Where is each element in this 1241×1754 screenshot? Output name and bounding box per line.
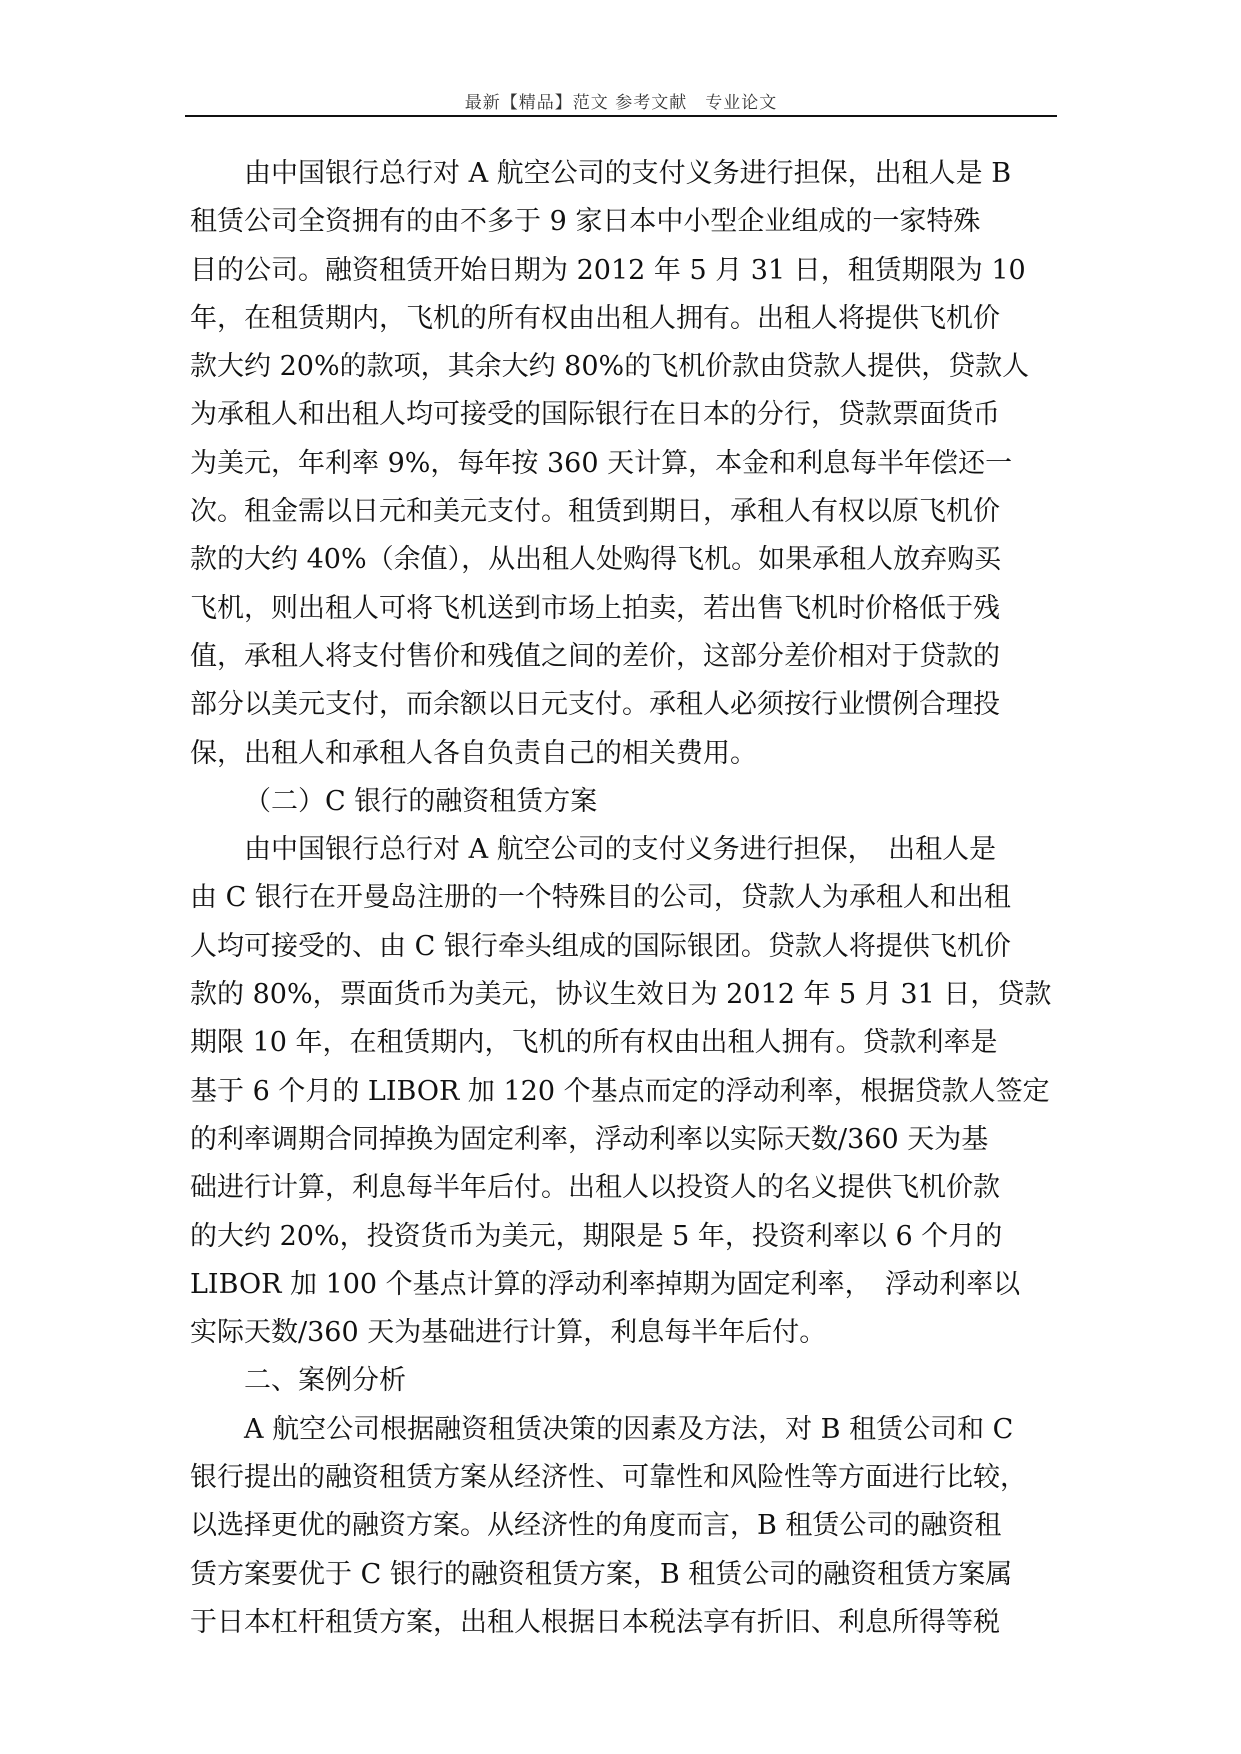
- text-line: 保，出租人和承租人各自负责自己的相关费用。: [190, 737, 757, 769]
- text-line: 础进行计算，利息每半年后付。出租人以投资人的名义提供飞机价款: [190, 1172, 1000, 1204]
- text-line: 赁方案要优于 C 银行的融资租赁方案，B 租赁公司的融资租赁方案属: [190, 1558, 1013, 1590]
- section-heading: （二）C 银行的融资租赁方案: [244, 785, 598, 817]
- text-line: 次。租金需以日元和美元支付。租赁到期日，承租人有权以原飞机价: [190, 496, 1000, 528]
- text-line: 款大约 20%的款项，其余大约 80%的飞机价款由贷款人提供，贷款人: [190, 351, 1030, 383]
- section-heading: 二、案例分析: [244, 1365, 406, 1397]
- page-header: 最新【精品】范文 参考文献 专业论文: [464, 93, 778, 113]
- text-line: 人均可接受的、由 C 银行牵头组成的国际银团。贷款人将提供飞机价: [190, 930, 1011, 962]
- text-line: 款的 80%，票面货币为美元，协议生效日为 2012 年 5 月 31 日，贷款: [190, 979, 1052, 1011]
- text-line: 部分以美元支付，而余额以日元支付。承租人必须按行业惯例合理投: [190, 689, 1000, 721]
- text-line: 由 C 银行在开曼岛注册的一个特殊目的公司，贷款人为承租人和出租: [190, 882, 1011, 914]
- text-line: 基于 6 个月的 LIBOR 加 120 个基点而定的浮动利率，根据贷款人签定: [190, 1075, 1050, 1107]
- text-line: 的大约 20%，投资货币为美元，期限是 5 年，投资利率以 6 个月的: [190, 1220, 1003, 1252]
- text-line: 由中国银行总行对 A 航空公司的支付义务进行担保，出租人是 B: [244, 158, 1012, 189]
- document-body: [190, 150, 1052, 1647]
- text-line: 值，承租人将支付售价和残值之间的差价，这部分差价相对于贷款的: [190, 640, 1000, 672]
- text-line: 目的公司。融资租赁开始日期为 2012 年 5 月 31 日，租赁期限为 10: [190, 254, 1026, 286]
- text-line: 银行提出的融资租赁方案从经济性、可靠性和风险性等方面进行比较，: [190, 1462, 1027, 1494]
- text-line: 飞机，则出租人可将飞机送到市场上拍卖，若出售飞机时价格低于残: [190, 592, 1000, 624]
- text-line: 于日本杠杆租赁方案，出租人根据日本税法享有折旧、利息所得等税: [190, 1606, 1000, 1638]
- text-line: 年，在租赁期内，飞机的所有权由出租人拥有。出租人将提供飞机价: [190, 302, 1000, 334]
- text-line: 为承租人和出租人均可接受的国际银行在日本的分行，贷款票面货币: [190, 399, 1000, 431]
- text-line: 租赁公司全资拥有的由不多于 9 家日本中小型企业组成的一家特殊: [190, 206, 981, 238]
- text-line: A 航空公司根据融资租赁决策的因素及方法，对 B 租赁公司和 C: [244, 1413, 1014, 1445]
- text-line: 的利率调期合同掉换为固定利率，浮动利率以实际天数/360 天为基: [190, 1123, 989, 1155]
- text-line: LIBOR 加 100 个基点计算的浮动利率掉期为固定利率， 浮动利率以: [190, 1268, 1021, 1300]
- text-line: 为美元，年利率 9%，每年按 360 天计算，本金和利息每半年偿还一: [190, 447, 1013, 479]
- text-line: 实际天数/360 天为基础进行计算，利息每半年后付。: [190, 1317, 827, 1349]
- header-rule: [185, 115, 1057, 117]
- text-line: 款的大约 40%（余值），从出租人处购得飞机。如果承租人放弃购买: [190, 544, 1002, 576]
- text-line: 由中国银行总行对 A 航空公司的支付义务进行担保， 出租人是: [244, 834, 997, 866]
- text-line: 以选择更优的融资方案。从经济性的角度而言，B 租赁公司的融资租: [190, 1510, 1002, 1542]
- text-line: 期限 10 年，在租赁期内，飞机的所有权由出租人拥有。贷款利率是: [190, 1027, 998, 1059]
